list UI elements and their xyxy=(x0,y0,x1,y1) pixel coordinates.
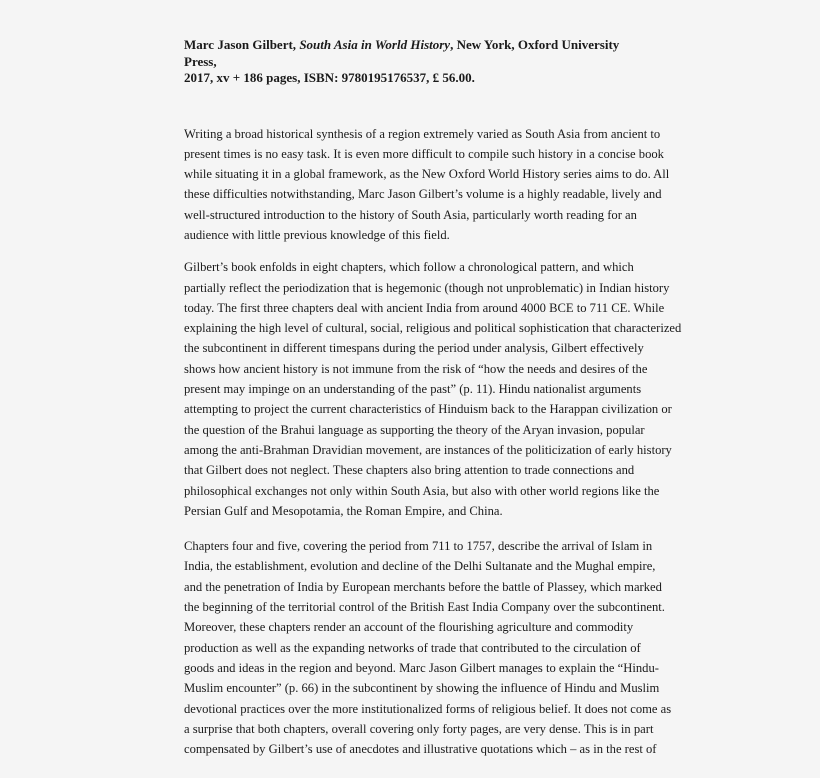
text-line: while situating it in a global framework, as the New Oxford World History series aims to do. All xyxy=(184,167,670,182)
paragraph-3 xyxy=(184,536,672,759)
citation-publisher: , New York, Oxford University Press, xyxy=(184,37,620,69)
text-line: explaining the high level of cultural, social, religious and political sophistication that characterized xyxy=(184,321,682,336)
text-line: present may impinge on an understanding of the past” (p. 11). Hindu nationalist arguments xyxy=(184,382,642,397)
text-line: the subcontinent in different timespans during the period under analysis, Gilbert effectively xyxy=(184,341,644,356)
text-line: Persian Gulf and Mesopotamia, the Roman Empire, and China. xyxy=(184,503,503,518)
text-line: Muslim encounter” (p. 66) in the subcontinent by showing the influence of Hindu and Muslim xyxy=(184,681,660,696)
text-line: a surprise that both chapters, overall covering only forty pages, are very dense. This is in part xyxy=(184,721,654,736)
text-line: Gilbert’s book enfolds in eight chapters, which follow a chronological pattern, and which xyxy=(184,260,634,275)
text-line: attempting to project the current characteristics of Hinduism back to the Harappan civilization or xyxy=(184,402,672,417)
text-line: these difficulties notwithstanding, Marc Jason Gilbert’s volume is a highly readable, lively and xyxy=(184,187,662,202)
citation-author: Marc Jason Gilbert, xyxy=(184,37,300,52)
citation-details: 2017, xv + 186 pages, ISBN: 9780195176537, £ 56.00. xyxy=(184,70,475,85)
text-line: today. The first three chapters deal with ancient India from around 4000 BCE to 711 CE. While xyxy=(184,300,665,315)
book-citation xyxy=(184,37,634,87)
text-line: shows how ancient history is not immune from the risk of “how the needs and desires of the xyxy=(184,361,648,376)
text-line: compensated by Gilbert’s use of anecdotes and illustrative quotations which – as in the rest of xyxy=(184,742,657,757)
paragraph-2 xyxy=(184,257,682,521)
text-line: Moreover, these chapters render an account of the flourishing agriculture and commodity xyxy=(184,620,634,635)
text-line: the beginning of the territorial control of the British East India Company over the subcontinent. xyxy=(184,600,665,615)
document-page xyxy=(184,37,682,759)
text-line: partially reflect the periodization that is hegemonic (though not unproblematic) in Indian history xyxy=(184,280,670,295)
text-line: and the penetration of India by European merchants before the battle of Plassey, which marked xyxy=(184,579,662,594)
text-line: well-structured introduction to the history of South Asia, particularly worth reading for an xyxy=(184,207,637,222)
text-line: devotional practices over the more institutionalized forms of religious belief. It does not come as xyxy=(184,701,672,716)
text-line: that Gilbert does not neglect. These chapters also bring attention to trade connections and xyxy=(184,463,635,478)
text-line: among the anti-Brahman Dravidian movement, are instances of the politicization of early history xyxy=(184,442,672,457)
text-line: India, the establishment, evolution and decline of the Delhi Sultanate and the Mughal empire, xyxy=(184,559,656,574)
citation-title: South Asia in World History xyxy=(299,37,451,52)
text-line: production as well as the expanding networks of trade that contributed to the circulation of xyxy=(184,640,641,655)
paragraph-1 xyxy=(184,124,670,246)
text-line: Chapters four and five, covering the period from 711 to 1757, describe the arrival of Islam in xyxy=(184,539,653,554)
text-line: present times is no easy task. It is even more difficult to compile such history in a concise book xyxy=(184,146,664,161)
text-line: goods and ideas in the region and beyond. Marc Jason Gilbert manages to explain the “Hindu- xyxy=(184,660,659,675)
text-line: audience with little previous knowledge of this field. xyxy=(184,227,450,242)
text-line: Writing a broad historical synthesis of a region extremely varied as South Asia from ancient to xyxy=(184,126,661,141)
text-line: the question of the Brahui language as supporting the theory of the Aryan invasion, popular xyxy=(184,422,645,437)
text-line: philosophical exchanges not only within South Asia, but also with other world regions like the xyxy=(184,483,660,498)
